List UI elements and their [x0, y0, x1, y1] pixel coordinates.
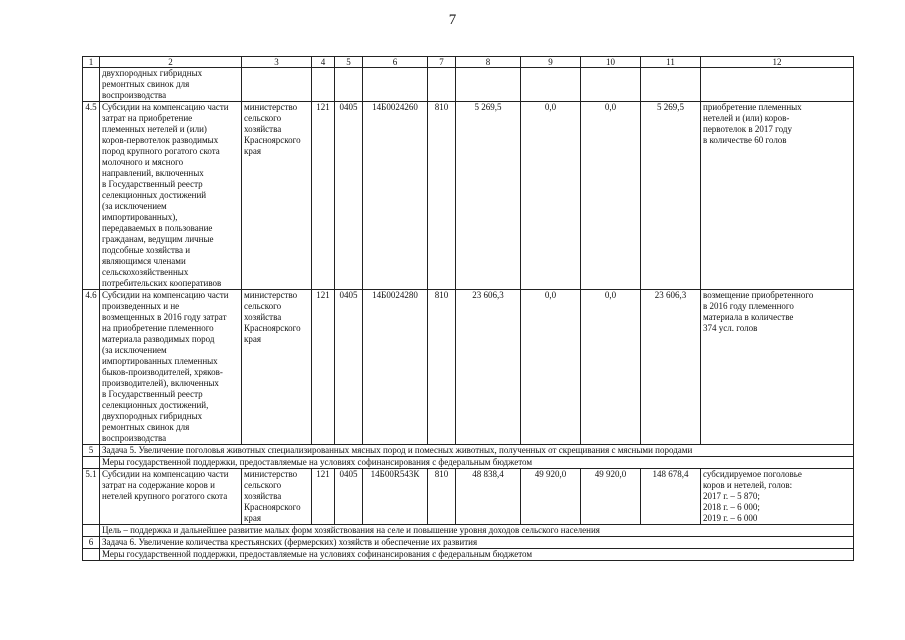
task-row	[83, 537, 854, 549]
vr-code: 810	[428, 469, 456, 525]
grbs-code: 121	[312, 469, 335, 525]
csr-code: 14Б0024280	[363, 290, 428, 445]
task-number: 5	[83, 445, 100, 457]
amount-2017: 5 269,5	[456, 102, 521, 290]
col-header: 9	[521, 57, 581, 68]
amount-total: 5 269,5	[641, 102, 701, 290]
row-number: 4.6	[83, 290, 100, 445]
table-row	[83, 290, 854, 445]
col-header: 4	[312, 57, 335, 68]
grbs-code: 121	[312, 102, 335, 290]
vr-code: 810	[428, 102, 456, 290]
task-number: 6	[83, 537, 100, 549]
amount-2018: 49 920,0	[521, 469, 581, 525]
row-number: 4.5	[83, 102, 100, 290]
amount-total: 23 606,3	[641, 290, 701, 445]
col-header: 2	[100, 57, 242, 68]
col-header: 6	[363, 57, 428, 68]
amount-total: 148 678,4	[641, 469, 701, 525]
executor: министерство сельского хозяйства Красноярского края	[242, 290, 312, 445]
vr-code: 810	[428, 290, 456, 445]
goal-title: Цель – поддержка и дальнейшее развитие малых форм хозяйствования на селе и повышение уровня доходов сельского населения	[100, 525, 854, 537]
amount-2017: 23 606,3	[456, 290, 521, 445]
measure-name: Субсидии на компенсацию части затрат на содержание коров и нетелей крупного рогатого скота	[100, 469, 242, 525]
col-header: 8	[456, 57, 521, 68]
rzpr-code: 0405	[335, 469, 363, 525]
measures-row	[83, 457, 854, 469]
page-number: 7	[448, 12, 457, 28]
task-row	[83, 445, 854, 457]
measure-name: Субсидии на компенсацию части произведенных и не возмещенных в 2016 году затрат на приобретение племенного материала разводимых пород (за исключением импортированных племенных быков-производителей, хряков- производителей), включенных в Государственный реестр селекционных достижений, двухпородных гибридных ремонтных свинок для воспроизводства	[100, 290, 242, 445]
amount-2019: 49 920,0	[581, 469, 641, 525]
measures-title: Меры государственной поддержки, предоставляемые на условиях софинансирования с федеральным бюджетом	[100, 549, 854, 561]
expected-result: возмещение приобретенного в 2016 году племенного материала в количестве 374 усл. голов	[701, 290, 854, 445]
csr-code: 14Б00R543К	[363, 469, 428, 525]
amount-2018: 0,0	[521, 102, 581, 290]
row-number: 5.1	[83, 469, 100, 525]
measures-title: Меры государственной поддержки, предоставляемые на условиях софинансирования с федеральным бюджетом	[100, 457, 854, 469]
amount-2017: 48 838,4	[456, 469, 521, 525]
col-header: 5	[335, 57, 363, 68]
table-row	[83, 102, 854, 290]
goal-row	[83, 525, 854, 537]
budget-table	[82, 56, 854, 561]
col-header: 10	[581, 57, 641, 68]
table-row	[83, 469, 854, 525]
rzpr-code: 0405	[335, 290, 363, 445]
column-number-row	[83, 57, 854, 68]
col-header: 3	[242, 57, 312, 68]
grbs-code: 121	[312, 290, 335, 445]
expected-result: субсидируемое поголовье коров и нетелей, голов: 2017 г. – 5 870; 2018 г. – 6 000; 2019 г. – 6 000	[701, 469, 854, 525]
task-title: Задача 6. Увеличение количества крестьянских (фермерских) хозяйств и обеспечение их развития	[100, 537, 854, 549]
col-header: 7	[428, 57, 456, 68]
continuation-row	[83, 68, 854, 102]
col-header: 11	[641, 57, 701, 68]
measure-name: двухпородных гибридных ремонтных свинок для воспроизводства	[100, 68, 242, 102]
executor: министерство сельского хозяйства Красноярского края	[242, 102, 312, 290]
csr-code: 14Б0024260	[363, 102, 428, 290]
amount-2019: 0,0	[581, 290, 641, 445]
col-header: 12	[701, 57, 854, 68]
expected-result: приобретение племенных нетелей и (или) коров- первотелок в 2017 году в количестве 60 голов	[701, 102, 854, 290]
col-header: 1	[83, 57, 100, 68]
measure-name: Субсидии на компенсацию части затрат на приобретение племенных нетелей и (или) коров-первотелок разводимых пород крупного рогатого скота молочного и мясного направлений, включенных в Государственный реестр селекционных достижений (за исключением импортированных), передаваемых в пользование гражданам, ведущим личные подсобные хозяйства и являющимся членами сельскохозяйственных потребительских кооперативов	[100, 102, 242, 290]
executor: министерство сельского хозяйства Красноярского края	[242, 469, 312, 525]
task-title: Задача 5. Увеличение поголовья животных специализированных мясных пород и помесных животных, полученных от скрещивания с мясными породами	[100, 445, 854, 457]
measures-row	[83, 549, 854, 561]
amount-2018: 0,0	[521, 290, 581, 445]
amount-2019: 0,0	[581, 102, 641, 290]
rzpr-code: 0405	[335, 102, 363, 290]
